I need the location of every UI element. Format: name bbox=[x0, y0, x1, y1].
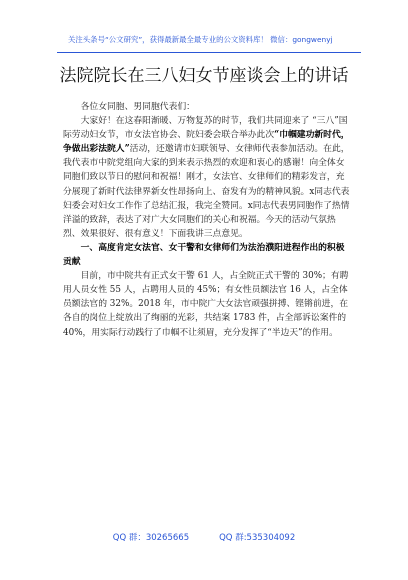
intro-text-after: 活动，还邀请市妇联领导、女律师代表参加活动。在此，我代表市中院党组向大家的到来表示热烈的欢迎和衷心的感谢！向全体女同胞们致以节日的慰问和祝福！刚才，女法官、女律师们的精彩发言，充分展现了新时代法律界新女性昂扬向上、奋发有为的精神风貌。x同志代表妇委会对妇女工作作了总结汇报，我完全赞同。x同志代表男同胞作了热情洋溢的致辞，表达了对广大女同胞们的关心和祝福。今天的活动气氛热烈、效果很好、很有意义！下面我讲三点意见。 bbox=[63, 144, 350, 239]
footer-qq-group-2: QQ 群:535304092 bbox=[219, 533, 296, 543]
footer-qq-group-1: QQ 群：30265665 bbox=[112, 533, 190, 543]
intro-text-before: 大家好！在这春阳渐暖、万物复苏的时节，我们共同迎来了 “三八”国际劳动妇女节，市女法官协会、院妇委会联合举办此次 bbox=[63, 116, 348, 141]
header-banner: 关注头条号“公文研究”，获得最新最全最专业的公文资料库！ 微信：gongwenyj bbox=[68, 35, 333, 44]
event-theme-emphasis: “巾帼建功新时代，争做出彩法院人” bbox=[63, 130, 350, 155]
section-heading-1: 一、高度肯定女法官、女干警和女律师们为法治濮阳进程作出的积极贡献 bbox=[63, 242, 345, 268]
document-body bbox=[63, 100, 351, 340]
section-1-paragraph: 目前，市中院共有正式女干警 61 人，占全院正式干警的 30%；有聘用人员女性 55 人，占聘用人员的 45%；有女性员额法官 16 人，占全体员额法官的 32%。2018 年，市中院广大女法官顽强拼搏、铿锵前进，在各自的岗位上绽放出了绚丽的光彩，共结案 1783 件，占全部诉讼案件的 40%，用实际行动践行了巾帼不让须眉，充分发挥了“半边天”的作用。 bbox=[63, 271, 349, 338]
document-title: 法院院长在三八妇女节座谈会上的讲话 bbox=[59, 66, 349, 86]
salutation: 各位女同胞、男同胞代表们： bbox=[80, 102, 195, 112]
footer-contact bbox=[0, 532, 408, 544]
header-divider bbox=[57, 52, 361, 53]
intro-paragraph bbox=[63, 114, 351, 241]
